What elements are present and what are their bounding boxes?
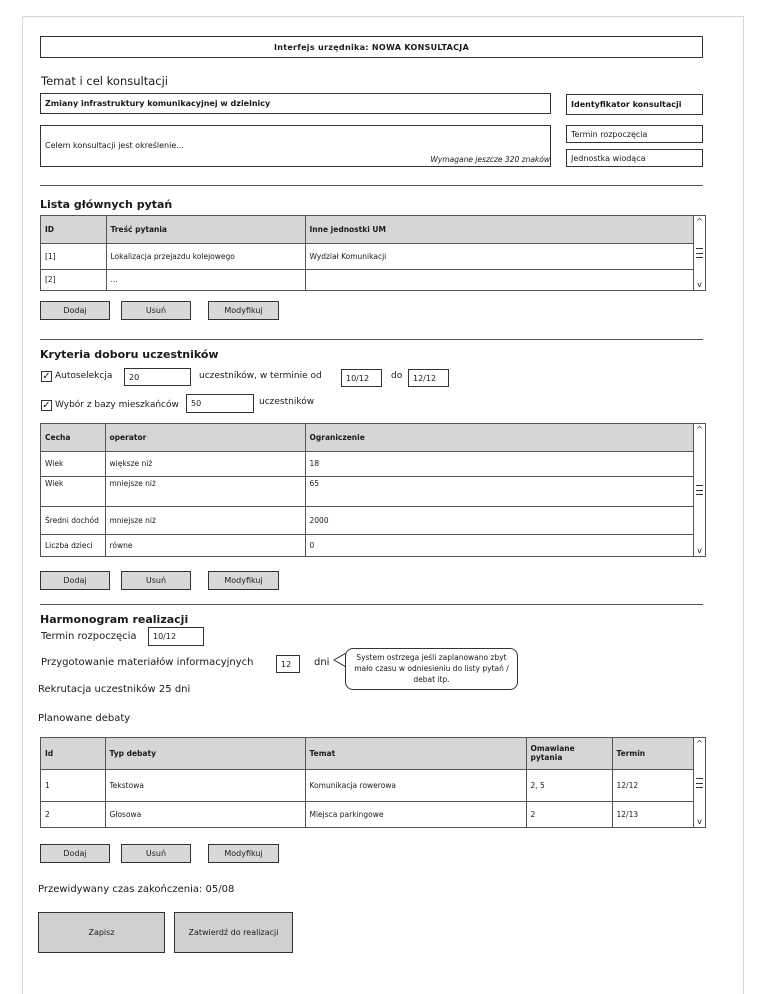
- col-header-id[interactable]: ID: [41, 216, 106, 243]
- cell: Liczba dzieci: [41, 534, 105, 556]
- scroll-down-icon[interactable]: v: [697, 546, 702, 555]
- schedule-start-label: Termin rozpoczęcia: [41, 631, 137, 642]
- self-selection-label: Autoselekcja: [55, 371, 113, 381]
- self-selection-text: uczestników, w terminie od: [199, 371, 322, 381]
- table-row[interactable]: [41, 534, 695, 556]
- col-header-operator[interactable]: operator: [105, 424, 305, 451]
- database-count-text: uczestników: [259, 397, 315, 407]
- start-date-field[interactable]: Termin rozpoczęcia: [566, 125, 703, 143]
- scroll-grip-icon[interactable]: [696, 485, 703, 495]
- consultation-title-input[interactable]: Zmiany infrastruktury komunikacyjnej w dzielnicy: [40, 93, 551, 114]
- cell: 2: [41, 801, 105, 827]
- self-selection-checkbox[interactable]: ✓: [42, 371, 51, 382]
- remove-criterion-button[interactable]: Usuń: [121, 571, 191, 590]
- cell: 0: [305, 534, 695, 556]
- materials-days-input[interactable]: 12: [276, 655, 300, 673]
- cell: mniejsze niż: [105, 476, 305, 506]
- add-question-button[interactable]: Dodaj: [40, 301, 110, 320]
- scrollbar[interactable]: [693, 216, 705, 290]
- scroll-grip-icon[interactable]: [696, 778, 703, 788]
- cell: [305, 269, 695, 290]
- callout-pointer-icon: [332, 652, 346, 668]
- col-header-limit[interactable]: Ograniczenie: [305, 424, 695, 451]
- scrollbar[interactable]: [693, 738, 705, 827]
- save-button[interactable]: Zapisz: [38, 912, 165, 953]
- days-unit: dni: [314, 657, 330, 668]
- recruitment-text: Rekrutacja uczestników 25 dni: [38, 684, 191, 695]
- col-header-feature[interactable]: Cecha: [41, 424, 105, 451]
- col-header-debate-questions[interactable]: Omawiane pytania: [526, 738, 612, 769]
- cell: 2: [526, 801, 612, 827]
- divider: [40, 339, 703, 340]
- goal-text: Celem konsultacji jest określenie...: [45, 141, 184, 150]
- col-header-debate-topic[interactable]: Temat: [305, 738, 526, 769]
- cell: 65: [305, 476, 695, 506]
- cell: 2, 5: [526, 769, 612, 801]
- database-selection-checkbox[interactable]: ✓: [42, 400, 51, 411]
- consultation-id-field[interactable]: Identyfikator konsultacji: [566, 94, 703, 115]
- questions-table[interactable]: [40, 215, 706, 291]
- table-row[interactable]: [41, 451, 695, 476]
- cell: 18: [305, 451, 695, 476]
- to-label: do: [391, 371, 403, 381]
- database-selection-label: Wybór z bazy mieszkańców: [55, 400, 179, 410]
- remove-debate-button[interactable]: Usuń: [121, 844, 191, 863]
- table-row[interactable]: [41, 243, 695, 269]
- scroll-up-icon[interactable]: ^: [696, 425, 703, 434]
- cell: Miejsca parkingowe: [305, 801, 526, 827]
- table-row[interactable]: [41, 269, 695, 290]
- criteria-heading: Kryteria doboru uczestników: [40, 348, 219, 361]
- cell: mniejsze niż: [105, 506, 305, 534]
- warning-callout: System ostrzega jeśli zaplanowano zbyt mało czasu w odniesieniu do listy pytań / debat itp.: [345, 648, 518, 690]
- cell: 12/12: [612, 769, 695, 801]
- cell: Wiek: [41, 476, 105, 506]
- scrollbar[interactable]: [693, 424, 705, 556]
- questions-heading: Lista głównych pytań: [40, 198, 173, 211]
- cell: Tekstowa: [105, 769, 305, 801]
- scroll-up-icon[interactable]: ^: [696, 217, 703, 226]
- materials-label: Przygotowanie materiałów informacyjnych: [41, 657, 254, 668]
- database-count-input[interactable]: 50: [186, 394, 254, 413]
- modify-criterion-button[interactable]: Modyfikuj: [208, 571, 279, 590]
- debates-table[interactable]: [40, 737, 706, 828]
- divider: [40, 604, 703, 605]
- debates-label: Planowane debaty: [38, 713, 131, 724]
- modify-question-button[interactable]: Modyfikuj: [208, 301, 279, 320]
- lead-unit-field[interactable]: Jednostka wiodąca: [566, 149, 703, 167]
- table-row[interactable]: [41, 769, 695, 801]
- table-row[interactable]: [41, 801, 695, 827]
- schedule-heading: Harmonogram realizacji: [40, 613, 189, 626]
- cell: Wydział Komunikacji: [305, 243, 695, 269]
- col-header-question[interactable]: Treść pytania: [106, 216, 305, 243]
- add-criterion-button[interactable]: Dodaj: [40, 571, 110, 590]
- scroll-down-icon[interactable]: v: [697, 817, 702, 826]
- scroll-down-icon[interactable]: v: [697, 280, 702, 289]
- estimated-end: Przewidywany czas zakończenia: 05/08: [38, 884, 235, 895]
- remove-question-button[interactable]: Usuń: [121, 301, 191, 320]
- cell: Lokalizacja przejazdu kolejowego: [106, 243, 305, 269]
- self-selection-from-date[interactable]: 10/12: [341, 369, 382, 387]
- cell: [2]: [41, 269, 106, 290]
- scroll-up-icon[interactable]: ^: [696, 739, 703, 748]
- cell: Komunikacja rowerowa: [305, 769, 526, 801]
- self-selection-count-input[interactable]: 20: [124, 368, 191, 386]
- add-debate-button[interactable]: Dodaj: [40, 844, 110, 863]
- cell: Średni dochód: [41, 506, 105, 534]
- cell: równe: [105, 534, 305, 556]
- cell: Głosowa: [105, 801, 305, 827]
- cell: Wiek: [41, 451, 105, 476]
- cell: większe niż: [105, 451, 305, 476]
- cell: 2000: [305, 506, 695, 534]
- table-row[interactable]: [41, 506, 695, 534]
- scroll-grip-icon[interactable]: [696, 248, 703, 258]
- col-header-debate-type[interactable]: Typ debaty: [105, 738, 305, 769]
- criteria-table[interactable]: [40, 423, 706, 557]
- cell: [1]: [41, 243, 106, 269]
- col-header-debate-id[interactable]: Id: [41, 738, 105, 769]
- window-title: Interfejs urzędnika: NOWA KONSULTACJA: [40, 36, 703, 58]
- modify-debate-button[interactable]: Modyfikuj: [208, 844, 279, 863]
- cell: 1: [41, 769, 105, 801]
- topic-heading: Temat i cel konsultacji: [41, 74, 168, 88]
- self-selection-to-date[interactable]: 12/12: [408, 369, 449, 387]
- consultation-goal-textarea[interactable]: [40, 125, 551, 167]
- divider: [40, 185, 703, 186]
- col-header-debate-date[interactable]: Termin: [612, 738, 695, 769]
- col-header-units[interactable]: Inne jednostki UM: [305, 216, 695, 243]
- approve-button[interactable]: Zatwierdź do realizacji: [174, 912, 293, 953]
- cell: ...: [106, 269, 305, 290]
- schedule-start-input[interactable]: 10/12: [148, 627, 204, 646]
- cell: 12/13: [612, 801, 695, 827]
- chars-remaining: Wymagane jeszcze 320 znaków: [430, 155, 550, 164]
- table-row[interactable]: [41, 476, 695, 506]
